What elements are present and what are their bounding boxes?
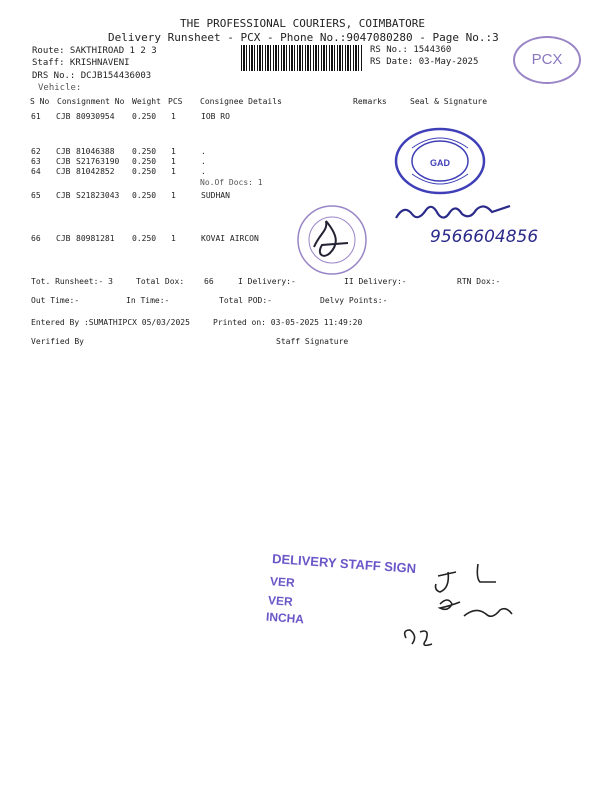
handwritten-signature [392,198,567,248]
row-consignment: S21823043 [76,191,120,200]
total-dox-value: 66 [204,277,214,286]
row-weight: 0.250 [132,167,157,176]
row-consignment: 81046388 [76,147,115,156]
total-runsheet: Tot. Runsheet:- 3 [31,277,113,286]
bottom-signatures [400,560,530,655]
company-round-stamp [292,203,372,277]
row-consignee: . [201,167,206,176]
row-sno: 63 [31,157,41,166]
ii-delivery: II Delivery:- [344,277,407,286]
row-consignee: KOVAI AIRCON [201,234,259,243]
col-seal: Seal & Signature [410,97,488,106]
row-weight: 0.250 [132,147,157,156]
rs-number: RS No.: 1544360 [370,45,452,55]
col-sno: S No [30,97,50,106]
row-cjb: CJB [56,191,71,200]
row-consignee: SUDHAN [201,191,230,200]
row-consignment: 80981281 [76,234,115,243]
route: Route: SAKTHIROAD 1 2 3 [32,46,157,56]
row-pcs: 1 [171,167,176,176]
delivery-staff-stamp: DELIVERY STAFF SIGN [271,550,417,577]
row-weight: 0.250 [132,157,157,166]
out-time: Out Time:- [31,296,80,305]
row-cjb: CJB [56,112,71,121]
row-pcs: 1 [171,147,176,156]
row-sno: 62 [31,147,41,156]
docs-note: No.Of Docs: 1 [200,178,263,187]
row-cjb: CJB [56,147,71,156]
row-consignee: . [201,147,206,156]
row-weight: 0.250 [132,191,157,200]
col-consignment: Consignment No [57,97,125,106]
rtn-dox: RTN Dox:- [457,277,501,286]
row-consignment: 80930954 [76,112,115,121]
verified-by: Verified By [31,337,84,346]
row-cjb: CJB [56,234,71,243]
row-pcs: 1 [171,157,176,166]
col-weight: Weight [132,97,161,106]
i-delivery: I Delivery:- [238,277,296,286]
incharge-stamp: INCHA [265,609,305,627]
row-consignment: 81042852 [76,167,115,176]
row-pcs: 1 [171,112,176,121]
company-name: THE PROFESSIONAL COURIERS, COIMBATORE [180,17,426,30]
barcode [241,45,363,71]
row-pcs: 1 [171,191,176,200]
row-consignee: . [201,157,206,166]
rs-date: RS Date: 03-May-2025 [370,57,479,67]
staff-signature-label: Staff Signature [276,337,349,346]
entered-by: Entered By :SUMATHIPCX 05/03/2025 [31,318,190,327]
row-pcs: 1 [171,234,176,243]
row-weight: 0.250 [132,234,157,243]
row-consignee: IOB RO [201,112,230,121]
drs-number: DRS No.: DCJB154436003 [32,71,152,81]
row-sno: 64 [31,167,41,176]
row-consignment: S21763190 [76,157,120,166]
col-remarks: Remarks [353,97,387,106]
printed-on: Printed on: 03-05-2025 11:49:20 [213,318,363,327]
verified-stamp-line-1: VER [269,574,296,590]
office-seal-stamp [392,126,488,196]
row-sno: 66 [31,234,41,243]
row-sno: 65 [31,191,41,200]
delvy-points: Delvy Points:- [320,296,388,305]
total-dox-label: Total Dox: [136,277,185,286]
col-consignee: Consignee Details [200,97,282,106]
row-cjb: CJB [56,157,71,166]
runsheet-title: Delivery Runsheet - PCX - Phone No.:9047080280 - Page No.:3 [108,31,499,44]
row-weight: 0.250 [132,112,157,121]
gad-stamp-text: GAD [430,158,450,168]
total-pod: Total POD:- [219,296,272,305]
in-time: In Time:- [126,296,170,305]
handwritten-phone: 9566604856 [430,227,539,247]
row-sno: 61 [31,112,41,121]
verified-stamp-line-2: VER [267,593,294,609]
vehicle: Vehicle: [38,83,82,93]
pcx-stamp: PCX [513,36,581,84]
staff: Staff: KRISHNAVENI [32,58,130,68]
col-pcs: PCS [168,97,183,106]
row-cjb: CJB [56,167,71,176]
